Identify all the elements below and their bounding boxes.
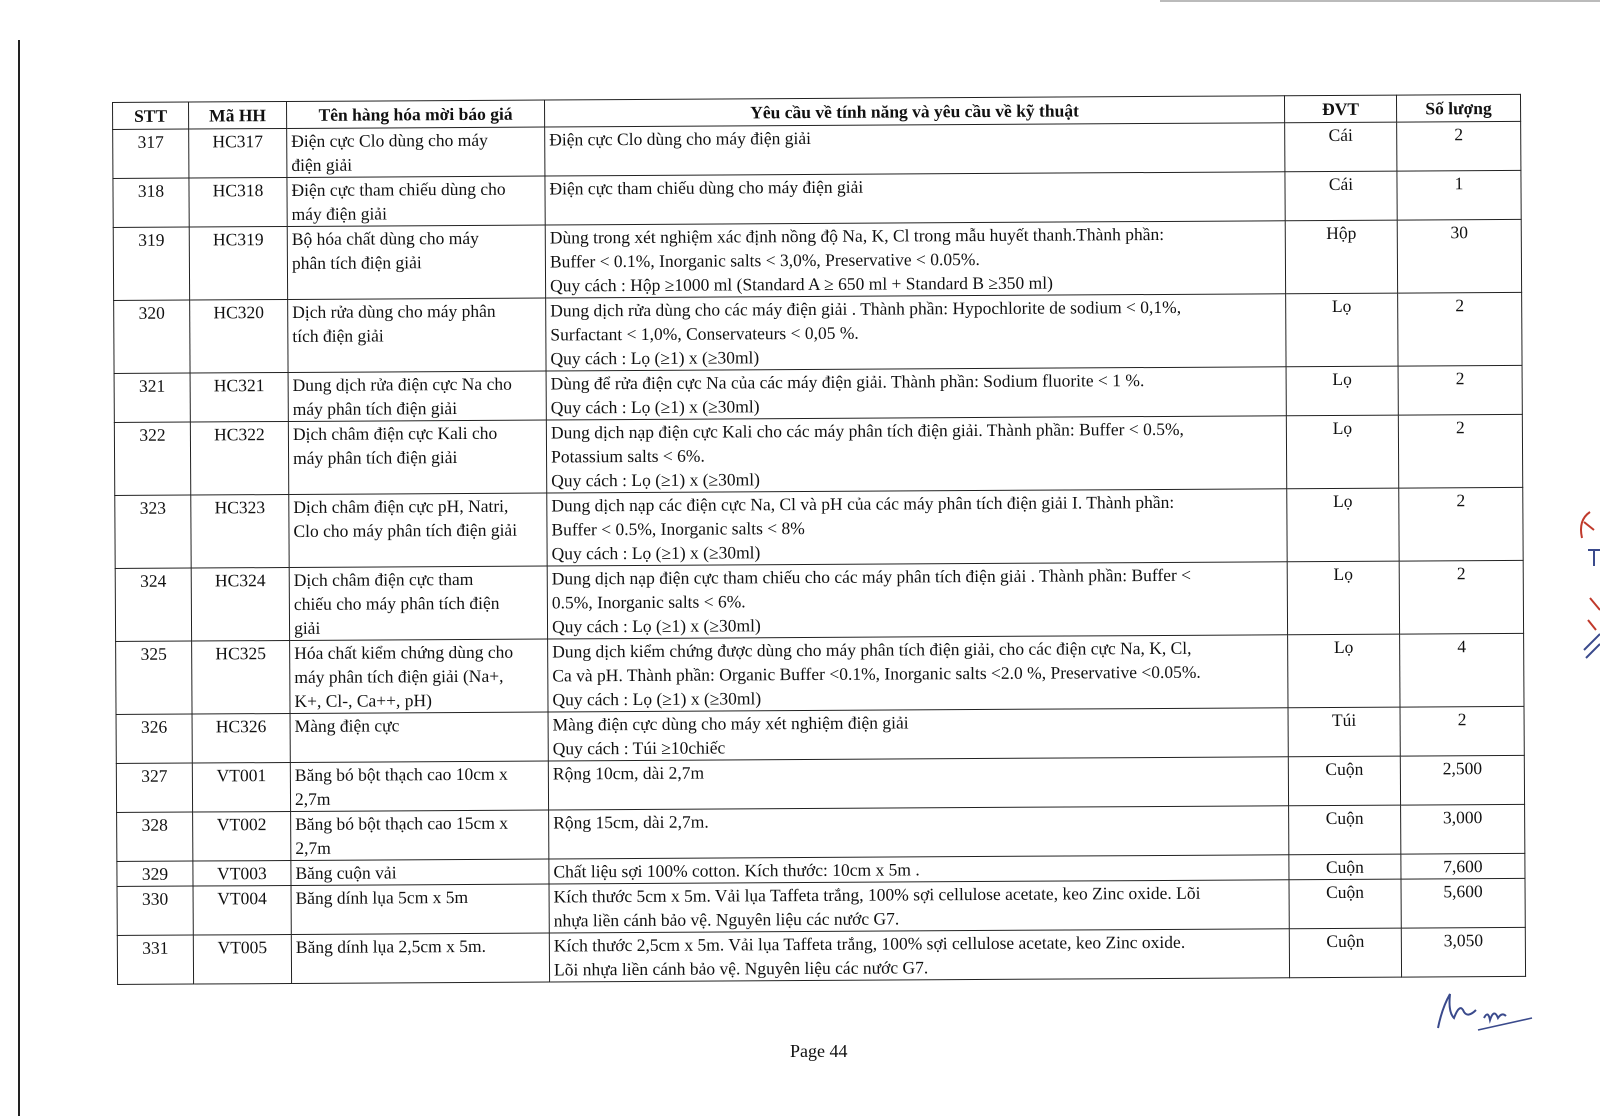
cell-code: HC325 bbox=[192, 640, 290, 714]
cell-name bbox=[288, 420, 546, 494]
cell-spec-line: Điện cực tham chiếu dùng cho máy điện giải bbox=[549, 176, 864, 199]
cell-spec bbox=[545, 123, 1285, 176]
cell-name-line: máy phân tích điện giải bbox=[292, 447, 458, 468]
cell-code: VT001 bbox=[192, 762, 290, 812]
items-table bbox=[112, 94, 1526, 985]
table-row bbox=[115, 487, 1523, 568]
table-row bbox=[116, 706, 1524, 763]
cell-name-line: 2,7m bbox=[295, 837, 331, 858]
cell-name-line: K+, Cl-, Ca++, pH) bbox=[294, 690, 433, 711]
cell-spec-line: Potassium salts < 6%. bbox=[550, 445, 705, 467]
cell-stt: 323 bbox=[115, 495, 191, 568]
cell-qty: 7,600 bbox=[1401, 853, 1525, 879]
table-body bbox=[113, 121, 1526, 984]
cell-qty: 2 bbox=[1398, 414, 1522, 488]
cell-stt: 319 bbox=[113, 227, 189, 300]
table-row bbox=[113, 219, 1521, 300]
cell-spec-line: Dùng trong xét nghiệm xác định nồng độ Na, K, Cl trong mẫu huyết thanh.Thành phần: bbox=[549, 223, 1165, 248]
cell-code: HC321 bbox=[190, 372, 288, 422]
cell-name bbox=[287, 225, 545, 299]
document-page bbox=[112, 94, 1526, 985]
cell-name bbox=[291, 884, 549, 934]
cell-spec bbox=[548, 757, 1288, 810]
cell-stt: 321 bbox=[114, 373, 190, 422]
cell-unit: Cuộn bbox=[1289, 928, 1401, 978]
cell-name bbox=[288, 298, 546, 372]
cell-unit: Túi bbox=[1288, 707, 1400, 757]
header-code: Mã HH bbox=[189, 101, 287, 129]
cell-unit: Lọ bbox=[1286, 293, 1398, 367]
table-row bbox=[117, 804, 1525, 861]
cell-spec bbox=[548, 635, 1288, 712]
cell-code: HC322 bbox=[190, 421, 288, 495]
cell-name-line: Băng bó bột thạch cao 10cm x bbox=[294, 763, 508, 785]
table-row bbox=[116, 633, 1524, 714]
cell-name-line: giải bbox=[293, 617, 321, 638]
table-row bbox=[114, 292, 1522, 373]
stamp-fragment bbox=[1560, 490, 1600, 690]
cell-spec-line: 0.5%, Inorganic salts < 6%. bbox=[551, 591, 746, 613]
cell-spec bbox=[549, 929, 1289, 982]
cell-stt: 317 bbox=[113, 129, 189, 178]
cell-name-line: Bộ hóa chất dùng cho máy bbox=[291, 227, 479, 249]
cell-code: HC317 bbox=[189, 128, 287, 178]
cell-name-line: Dịch rửa dùng cho máy phân bbox=[292, 300, 496, 322]
cell-code: VT005 bbox=[193, 934, 291, 984]
table-row bbox=[113, 121, 1521, 178]
cell-spec-line: Ca và pH. Thành phần: Organic Buffer <0.1%, Inorganic salts <2.0 %, Preservative <0.05%. bbox=[552, 661, 1201, 686]
cell-unit: Lọ bbox=[1286, 415, 1398, 489]
cell-code: VT003 bbox=[193, 860, 291, 886]
cell-name-line: chiếu cho máy phân tích điện bbox=[293, 592, 500, 614]
header-stt: STT bbox=[113, 102, 189, 129]
cell-name-line: Hóa chất kiểm chứng dùng cho bbox=[294, 641, 514, 663]
cell-spec-line: Chất liệu sợi 100% cotton. Kích thước: 10cm x 5m . bbox=[553, 859, 920, 882]
cell-name bbox=[287, 176, 545, 226]
cell-qty: 30 bbox=[1397, 219, 1521, 293]
cell-name-line: Dịch châm điện cực pH, Natri, bbox=[293, 495, 509, 517]
cell-name-line: Điện cực Clo dùng cho máy bbox=[291, 129, 488, 151]
cell-stt: 322 bbox=[114, 422, 190, 495]
cell-qty: 2 bbox=[1398, 292, 1522, 366]
cell-name bbox=[290, 712, 548, 762]
cell-qty: 2 bbox=[1399, 487, 1523, 561]
cell-name-line: phân tích điện giải bbox=[291, 252, 422, 273]
cell-spec-line: Quy cách : Lọ (≥1) x (≥30ml) bbox=[551, 615, 761, 637]
cell-code: VT002 bbox=[193, 811, 291, 861]
cell-name-line: Dịch châm điện cực Kali cho bbox=[292, 422, 498, 444]
cell-name bbox=[291, 859, 549, 885]
cell-stt: 325 bbox=[116, 641, 192, 714]
cell-name-line: Băng dính lụa 2,5cm x 5m. bbox=[295, 935, 486, 957]
cell-name bbox=[290, 639, 548, 713]
cell-spec-line: Quy cách : Lọ (≥1) x (≥30ml) bbox=[551, 542, 761, 564]
cell-name bbox=[289, 566, 547, 640]
cell-name-line: Dung dịch rửa điện cực Na cho bbox=[292, 373, 512, 395]
cell-qty: 5,600 bbox=[1401, 878, 1525, 928]
cell-name bbox=[288, 371, 546, 421]
cell-spec-line: Quy cách : Lọ (≥1) x (≥30ml) bbox=[550, 396, 760, 418]
cell-name-line: tích điện giải bbox=[292, 325, 384, 346]
cell-unit: Lọ bbox=[1287, 488, 1399, 562]
cell-code: HC324 bbox=[191, 567, 289, 641]
header-unit: ĐVT bbox=[1284, 95, 1396, 123]
cell-spec-line: Quy cách : Lọ (≥1) x (≥30ml) bbox=[551, 469, 760, 491]
scan-top-edge bbox=[1160, 0, 1600, 2]
table-row bbox=[115, 560, 1523, 641]
cell-spec bbox=[547, 562, 1287, 639]
header-name: Tên hàng hóa mời báo giá bbox=[287, 100, 545, 128]
cell-spec-line: Màng điện cực dùng cho máy xét nghiệm điện giải bbox=[552, 712, 909, 735]
cell-name bbox=[291, 810, 549, 860]
cell-spec-line: Lõi nhựa liền cánh bảo vệ. Nguyên liệu các nước G7. bbox=[553, 957, 929, 980]
cell-name-line: Băng cuộn vải bbox=[295, 862, 397, 883]
cell-spec-line: Dung dịch nạp các điện cực Na, Cl và pH của các máy phân tích điện giải I. Thành phần: bbox=[551, 491, 1175, 516]
cell-unit: Cái bbox=[1285, 122, 1397, 172]
cell-spec-line: Rộng 15cm, dài 2,7m. bbox=[553, 811, 709, 833]
cell-qty: 1 bbox=[1397, 170, 1521, 220]
table-row bbox=[114, 365, 1522, 422]
cell-stt: 320 bbox=[114, 300, 190, 373]
cell-code: HC323 bbox=[191, 494, 289, 568]
cell-unit: Lọ bbox=[1287, 561, 1399, 635]
cell-stt: 328 bbox=[117, 812, 193, 861]
cell-stt: 329 bbox=[117, 861, 193, 886]
table-row bbox=[113, 170, 1521, 227]
header-spec: Yêu cầu về tính năng và yêu cầu về kỹ thuật bbox=[544, 96, 1284, 127]
cell-unit: Cái bbox=[1285, 171, 1397, 221]
cell-stt: 326 bbox=[116, 714, 192, 763]
cell-spec-line: Quy cách : Hộp ≥1000 ml (Standard A ≥ 650 ml + Standard B ≥350 ml) bbox=[550, 272, 1053, 296]
cell-unit: Cuộn bbox=[1288, 756, 1400, 806]
table-row bbox=[116, 755, 1524, 812]
cell-name-line: Clo cho máy phân tích điện giải bbox=[293, 519, 518, 541]
cell-qty: 3,050 bbox=[1401, 927, 1525, 977]
cell-name-line: Màng điện cực bbox=[294, 715, 400, 736]
cell-spec-line: Dung dịch rửa dùng cho các máy điện giải . Thành phần: Hypochlorite de sodium < 0,1%, bbox=[550, 296, 1182, 321]
cell-qty: 2 bbox=[1398, 365, 1522, 415]
cell-spec-line: Buffer < 0.1%, Inorganic salts < 3,0%, Preservative < 0.05%. bbox=[549, 249, 980, 272]
cell-spec bbox=[548, 708, 1288, 761]
cell-qty: 2,500 bbox=[1400, 755, 1524, 805]
cell-spec-line: Quy cách : Lọ (≥1) x (≥30ml) bbox=[550, 347, 760, 369]
cell-spec bbox=[549, 806, 1289, 859]
cell-qty: 4 bbox=[1400, 633, 1524, 707]
cell-qty: 2 bbox=[1399, 560, 1523, 634]
cell-name-line: Điện cực tham chiếu dùng cho bbox=[291, 178, 506, 200]
cell-name-line: Băng dính lụa 5cm x 5m bbox=[295, 886, 469, 908]
cell-spec bbox=[545, 172, 1285, 225]
cell-spec-line: Quy cách : Túi ≥10chiếc bbox=[552, 737, 726, 759]
cell-spec-line: Dung dịch nạp điện cực tham chiếu cho các máy phân tích điện giải . Thành phần: Buffer < bbox=[551, 564, 1192, 589]
cell-qty: 3,000 bbox=[1401, 804, 1525, 854]
cell-stt: 331 bbox=[117, 935, 193, 984]
cell-unit: Cuộn bbox=[1289, 879, 1401, 929]
table-row bbox=[117, 878, 1525, 935]
cell-name-line: máy phân tích điện giải (Na+, bbox=[294, 665, 504, 687]
cell-spec bbox=[547, 489, 1287, 566]
cell-qty: 2 bbox=[1400, 706, 1524, 756]
cell-stt: 327 bbox=[116, 763, 192, 812]
cell-spec bbox=[545, 221, 1285, 298]
cell-name-line: điện giải bbox=[291, 154, 353, 175]
cell-name bbox=[287, 127, 545, 177]
cell-spec-line: Quy cách : Lọ (≥1) x (≥30ml) bbox=[552, 688, 762, 710]
cell-stt: 318 bbox=[113, 178, 189, 227]
scan-edge bbox=[0, 0, 22, 1116]
cell-spec-line: nhựa liền cánh bảo vệ. Nguyên liệu các nước G7. bbox=[553, 908, 900, 931]
cell-unit: Hộp bbox=[1285, 220, 1397, 294]
cell-stt: 330 bbox=[117, 886, 193, 935]
cell-name-line: máy phân tích điện giải bbox=[292, 398, 458, 419]
cell-spec-line: Dùng để rửa điện cực Na của các máy điện giải. Thành phần: Sodium fluorite < 1 %. bbox=[550, 370, 1145, 394]
cell-spec-line: Điện cực Clo dùng cho máy điện giải bbox=[549, 127, 811, 150]
header-qty: Số lượng bbox=[1396, 94, 1520, 122]
table-row bbox=[114, 414, 1522, 495]
cell-spec-line: Kích thước 5cm x 5m. Vải lụa Taffeta trắng, 100% sợi cellulose acetate, keo Zinc oxide. Lõi bbox=[553, 882, 1201, 907]
cell-name-line: Băng bó bột thạch cao 15cm x bbox=[295, 812, 509, 834]
page-number: Page 44 bbox=[790, 1041, 848, 1061]
table-row bbox=[117, 927, 1525, 984]
cell-name bbox=[289, 493, 547, 567]
cell-code: HC320 bbox=[190, 299, 288, 373]
cell-unit: Lọ bbox=[1286, 366, 1398, 416]
cell-spec-line: Kích thước 2,5cm x 5m. Vải lụa Taffeta trắng, 100% sợi cellulose acetate, keo Zinc oxide. bbox=[553, 931, 1186, 956]
cell-spec bbox=[546, 416, 1286, 493]
cell-name-line: máy điện giải bbox=[291, 203, 387, 224]
cell-unit: Lọ bbox=[1288, 634, 1400, 708]
signature-mark bbox=[1428, 988, 1538, 1038]
cell-spec bbox=[546, 294, 1286, 371]
cell-code: HC319 bbox=[189, 226, 287, 300]
cell-qty: 2 bbox=[1397, 121, 1521, 171]
cell-name bbox=[291, 933, 549, 983]
cell-code: VT004 bbox=[193, 885, 291, 935]
cell-spec bbox=[549, 880, 1289, 933]
cell-code: HC326 bbox=[192, 713, 290, 763]
cell-spec-line: Dung dịch kiểm chứng được dùng cho máy phân tích điện giải, cho các điện cực Na, K, Cl, bbox=[552, 637, 1192, 662]
cell-unit: Cuộn bbox=[1289, 805, 1401, 855]
cell-spec-line: Rộng 10cm, dài 2,7m bbox=[552, 762, 705, 784]
cell-name-line: Dịch châm điện cực tham bbox=[293, 568, 474, 590]
cell-spec-line: Buffer < 0.5%, Inorganic salts < 8% bbox=[551, 518, 805, 540]
cell-spec-line: Dung dịch nạp điện cực Kali cho các máy phân tích điện giải. Thành phần: Buffer < 0.5%, bbox=[550, 418, 1184, 443]
cell-name-line: 2,7m bbox=[294, 788, 331, 809]
cell-spec bbox=[546, 367, 1286, 420]
cell-code: HC318 bbox=[189, 177, 287, 227]
cell-name bbox=[290, 761, 548, 811]
cell-spec-line: Surfactant < 1,0%, Conservateurs < 0,05 %. bbox=[550, 322, 859, 345]
cell-stt: 324 bbox=[115, 568, 191, 641]
cell-unit: Cuộn bbox=[1289, 854, 1401, 880]
